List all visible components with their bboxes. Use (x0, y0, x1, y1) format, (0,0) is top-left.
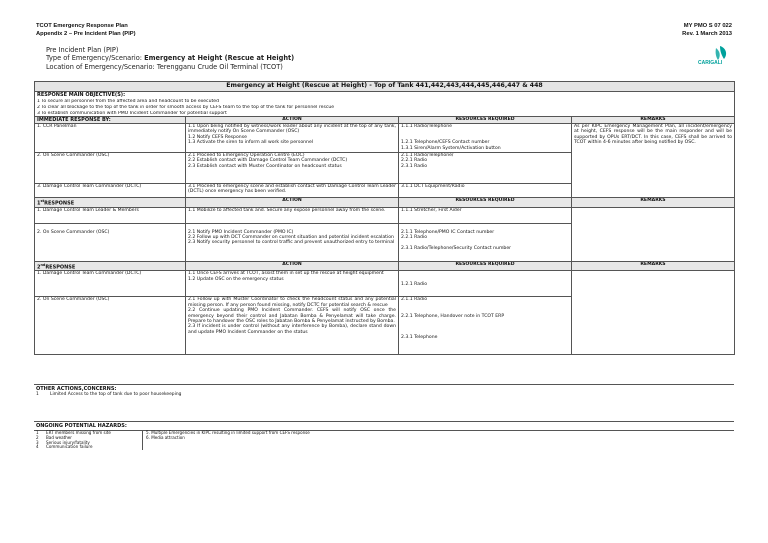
col-header-resources: RESOURCES REQUIRED (399, 117, 572, 124)
list-item: 4 Communication failure (36, 444, 93, 450)
col-header-remarks: REMARKS (572, 198, 735, 208)
pip-info (46, 46, 294, 71)
responder: 1. Damage Control Team Leader & Members (35, 207, 186, 223)
revision: Rev. 1 March 2013 (682, 31, 732, 37)
action-cell: 1.1 Mobilize to affected tank and. Secure any expose personnel away from the scene. (186, 207, 399, 223)
col-header-action: ACTION (186, 117, 399, 124)
list-item: 1 Limited Access to the top of tank due to poor housekeeping (36, 392, 182, 397)
responder: 3. Damage Control Team Commander (DCTC) (35, 184, 186, 198)
remarks-cell: As per KIPC Emergency Management Plan, all incident/emergency at height, CEFS response will be the main responder and will be supported by OPUs ERT/DCT. In this case, CEFS shall be arrived to TCOT within 4-6 minutes after being notified by OSC. (572, 124, 735, 198)
hazards-right-list (146, 431, 310, 441)
action-cell: 2.1 Follow up with Muster Coordinator to check the headcount status and any potential missing person. If any person found missing, notify DCTC for potential search & rescue 2.2 Continue updating PMO Incident Commander. CEFS will notify OSC once the emergency beyond their control and Jabatan Bomba & Penyelamat will take charge. Prepare to handover the OSC roles to Jabatan Bomba & Penyelamat instructed by Bomba. 2.3 If incident is under control (without any interference by Bomba), declare stand down and update PMO Incident Commander on the status (186, 297, 399, 355)
col-header-response: IMMEDIATE RESPONSE BY: (35, 117, 186, 124)
resources-cell: 2.1.1 Telephone/PMO IC Contact number 2.2.1 Radio 2.3.1 Radio/Telephone/Security Contact number (399, 223, 572, 261)
list-item: 6. Media attraction (146, 434, 185, 440)
col-header-remarks: REMARKS (572, 117, 735, 124)
responder: 2. On Scene Commander (OSC) (35, 297, 186, 355)
other-actions-heading: OTHER ACTIONS,CONCERNS: (34, 384, 734, 392)
col-header-resources: RESOURCES REQUIRED (399, 198, 572, 208)
pip-line2: Type of Emergency/Scenario: Emergency at Height (Rescue at Height) (46, 54, 295, 63)
carigali-logo (696, 44, 730, 68)
pip-emergency-type: Emergency at Height (Rescue at Height) (144, 54, 295, 63)
document-header (36, 22, 732, 38)
resources-cell: 1.1.1 Stretcher, First Aider (399, 207, 572, 223)
pip-line1: Pre Incident Plan (PIP) (46, 46, 119, 54)
resources-cell: 1.1.1 Radio/Telephone 1.2.1 Telephone/CEFS Contact number 1.3.1 Siren/Alarm System/Activation button (399, 124, 572, 153)
action-cell: 3.1 Proceed to emergency scene and establish contact with Damage Control Team Leader (DCTL) once emergency has been verified. (186, 184, 399, 198)
carigali-logo-icon (696, 44, 730, 68)
resources-cell: 2.1.1 Radio/Telephone/ 2.2.1 Radio 2.3.1 Radio (399, 153, 572, 184)
list-item: 5. Multiple Emergencies in KIPC resulting in limited support from CEFS response (146, 430, 310, 435)
objective-item: 3 To establish communication with PMO Incident Commander for potential support (35, 111, 735, 117)
col-header-action: ACTION (186, 261, 399, 271)
list-item: 1 ERT members missing from site (36, 430, 111, 435)
other-actions (34, 384, 734, 397)
header-right (682, 22, 732, 38)
objective-item: 2 To clear all blockage to the top of the tank in order for smooth access by CEFS team to the top of the tank for personnel rescue (35, 105, 735, 111)
first-response-heading: 1stRESPONSE (35, 198, 186, 208)
col-header-remarks: REMARKS (572, 261, 735, 271)
action-cell: 2.1 Proceed to Emergency Operation Centre (EOC) 2.2 Establish contact with Damage Control Team Commander (DCTC) 2.3 Establish contact with Muster Coordinator on headcount status (186, 153, 399, 184)
action-cell: 1.1 Once CEFS arrives at TCOT, assist them in set up the rescue at height equipment 1.2 Update OSC on the emergency status (186, 271, 399, 297)
header-title: TCOT Emergency Response Plan (36, 23, 128, 29)
responder: 2. On Scene Commander (OSC) (35, 153, 186, 184)
responder: 1. CCR Panelman (35, 124, 186, 153)
list-item: 3 Serious injury/fatality (36, 439, 90, 445)
doc-number: MY PMO S 07 022 (683, 23, 732, 29)
hazards-heading: ONGOING POTENTIAL HAZARDS: (34, 421, 734, 431)
resources-cell: 2.1.1 Radio 2.2.1 Telephone, Handover note in TCOT ERP 2.3.1 Telephone (399, 297, 572, 355)
pip-line3: Location of Emergency/Scenario: Terengganu Crude Oil Terminal (TCOT) (46, 62, 283, 71)
responder: 2. On Scene Commander (OSC) (35, 223, 186, 261)
table-row (35, 207, 735, 223)
table-row (35, 271, 735, 297)
objective-item: 1 To secure all personnel from the affected area and headcount to be executed (35, 99, 735, 105)
hazards-left-list (34, 431, 143, 450)
list-item: 2 Bad weather (36, 434, 72, 440)
remarks-cell (572, 271, 735, 355)
responder: 1. Damage Control Team Commander (DCTC) (35, 271, 186, 297)
col-header-resources: RESOURCES REQUIRED (399, 261, 572, 271)
pip-table (34, 81, 734, 355)
remarks-cell (572, 207, 735, 261)
resources-cell: 3.1.1 DCT Equipment/Radio (399, 184, 572, 198)
table-row (35, 124, 735, 153)
action-cell: 2.1 Notify PMO Incident Commander (PMO IC) 2.2 Follow up with DCT Commander on current situation and potential incident escalation 2.3 Notify security personnel to control traffic and prevent unauthorized entry to terminal (186, 223, 399, 261)
action-cell: 1.1 Upon being notified by witness/work leader about any incident at the top of any tank, immediately notify On Scene Commander (OSC) 1.2 Notify CEFS Response 1.3 Activate the siren to inform all work site personnel (186, 124, 399, 153)
resources-cell: 1.2.1 Radio (399, 271, 572, 297)
header-subtitle: Appendix 2 – Pre Incident Plan (PIP) (36, 31, 136, 37)
svg-text:CARIGALI: CARIGALI (698, 60, 723, 66)
table-title: Emergency at Height (Rescue at Height) - Top of Tank 441,442,443,444,445,446,447 & 448 (35, 82, 735, 92)
second-response-heading: 2ndRESPONSE (35, 261, 186, 271)
objectives-heading: RESPONSE MAIN OBJECTIVE(S): (35, 92, 735, 99)
col-header-action: ACTION (186, 198, 399, 208)
ongoing-hazards (34, 421, 734, 451)
